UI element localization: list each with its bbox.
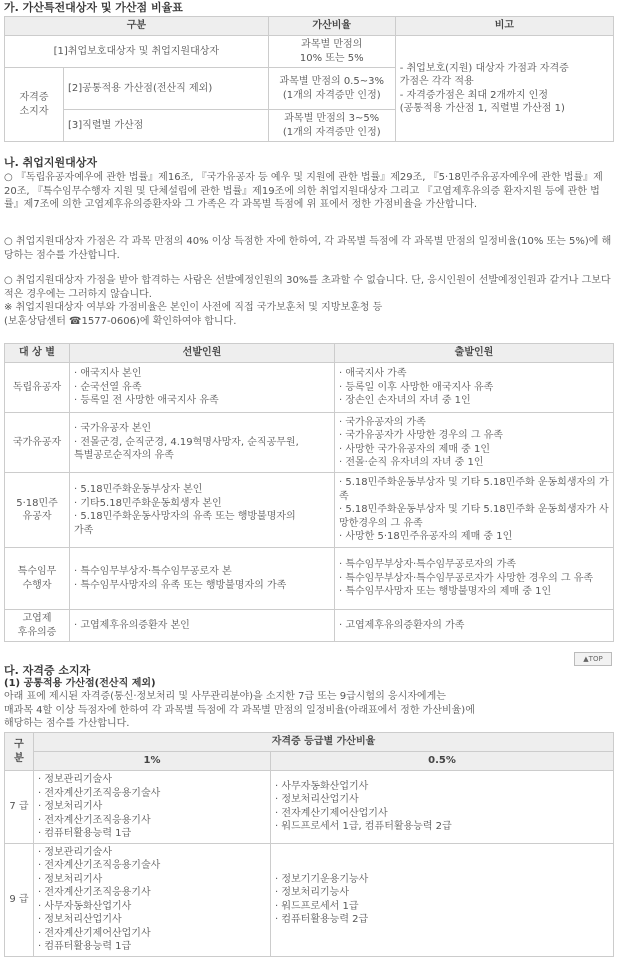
na-paragraph-1: ○ 『독립유공자예우에 관한 법률』제16조, 『국가유공자 등 예우 및 지원에 관한 법률』제29조, 『5·18민주유공자예우에 관한 법률』제20조, 『특수임무수행자 지원 및 단체설립에 관한 법률』제19조에 의한 취업지원대상자 그리고 『고엽제후유의증 환자지원 등에 관한 법률』제7조에 의한 고엽제후유의증환자와 그 가족은 각 과목별 득점에 위 표에서 정한 가점비율을 가산합니다. <box>4 172 603 210</box>
table-row <box>5 771 614 844</box>
na-paragraph-3: ○ 취업지원대상자 가점을 받아 합격하는 사람은 선발예정인원의 30%를 초과할 수 없습니다. 단, 응시인원이 선발예정인원과 같거나 그보다 적은 경우에는 그러하지 않습니다. ※ 취업지원대상자 여부와 가점비율은 본인이 사전에 직접 국가보훈처 및 지방보훈청 등 (보훈상담센터 ☎1577-0606)에 확인하여야 합니다. <box>4 275 611 327</box>
list-item: · 애국지사 가족 <box>339 368 407 380</box>
list-item: · 컴퓨터활용능력 1급 <box>38 828 132 839</box>
list-item: · 국가유공자가 사망한 경우의 그 유족 <box>339 430 503 441</box>
list-item: · 고엽제후유의증환자의 가족 <box>339 619 465 631</box>
list-item: · 워드프로세서 1급, 컴퓨터활용능력 2급 <box>275 821 452 833</box>
col-header-rate: 가산비율 <box>268 17 395 36</box>
list-item: · 사망한 국가유공자의 제매 중 1인 <box>339 443 491 455</box>
list-item: · 특수임무부상자·특수임무공로자의 가족 <box>339 559 516 571</box>
list-item: · 전자계산기조직응용기술사 <box>38 860 161 871</box>
list-item: · 순국선열 유족 <box>74 381 142 393</box>
section-da-subtitle: (1) 공통적용 가산점(전산직 제외) <box>4 678 156 689</box>
list-item: · 전자계산기조직응용기사 <box>38 887 151 898</box>
table-row <box>5 413 614 473</box>
list-item: · 기타5.18민주화운동희생자 본인 <box>74 497 222 509</box>
list-item: · 5.18민주화운동사망자의 유족 또는 행방불명자의 <box>74 511 296 522</box>
list-item: · 전자계산기제어산업기사 <box>38 927 151 939</box>
list-item: · 등록일 이후 사망한 애국지사 유족 <box>339 381 494 393</box>
row-grade: 9 급 <box>5 843 34 956</box>
list-item: · 사무자동화산업기사 <box>38 900 132 912</box>
col-header-note: 비고 <box>395 17 613 36</box>
col-header-category: 구분 <box>5 17 269 36</box>
row-category: 고엽제 후유의증 <box>5 610 70 642</box>
list-item: · 정보관리기술사 <box>38 774 112 785</box>
list-item: · 특수임무부상자·특수임무공로자 본 <box>74 566 232 577</box>
list-item: · 사망한 5·18민주유공자의 제매 중 1인 <box>339 531 513 543</box>
list-item: · 5.18민주화운동부상자 및 기타 5.18민주화 운동희생자의 가족 <box>339 477 609 502</box>
list-item: · 국가유공자 본인 <box>74 423 152 435</box>
section-na-title: 나. 취업지원대상자 <box>4 156 98 169</box>
list-item: · 5.18민주화운동부상자 본인 <box>74 484 203 495</box>
da-paragraph-1: 아래 표에 제시된 자격증(통신·정보처리 및 사무관리분야)을 소지한 7급 또는 9급시험의 응시자에게는 매과목 4할 이상 득점자에 한하여 각 과목별 득점에 각 과목별 만점의 일정비율(아래표에서 정한 가산비율)에 해당하는 점수를 가산합니다. <box>4 691 475 729</box>
table-row <box>5 473 614 548</box>
row-category: 독립유공자 <box>5 363 70 413</box>
col-header-group: 자격증 등급별 가산비율 <box>34 733 614 752</box>
table-row <box>5 363 614 413</box>
section-ga-title: 가. 가산특전대상자 및 가산점 비율표 <box>4 1 183 14</box>
list-item: · 등록일 전 사망한 애국지사 유족 <box>74 395 219 407</box>
col-header-grade: 구 분 <box>5 733 34 771</box>
eligibility-table <box>4 343 614 642</box>
certificate-table <box>4 732 614 957</box>
col-header-origin: 출발인원 <box>335 344 614 363</box>
list-item: · 전자계산기제어산업기사 <box>275 807 388 819</box>
list-item: · 정보기기운용기능사 <box>275 873 369 885</box>
bonus-rate-table <box>4 16 614 142</box>
list-item: · 워드프로세서 1급 <box>275 900 359 912</box>
row2-rate: 과목별 만점의 0.5~3% (1개의 자격증만 인정) <box>268 68 395 110</box>
group-label: 자격증 소지자 <box>5 68 64 142</box>
list-item: 특별공로순직자의 유족 <box>74 450 174 462</box>
top-button[interactable]: ▲TOP <box>574 652 612 666</box>
table-row <box>5 548 614 610</box>
row-grade: 7 급 <box>5 771 34 844</box>
row2-label: [2]공통적용 가산점(전산직 제외) <box>64 68 269 110</box>
col-header-1pct: 1% <box>34 752 271 771</box>
table-row <box>5 610 614 642</box>
list-item: · 정보처리기능사 <box>275 887 349 898</box>
list-item: · 사무자동화산업기사 <box>275 780 369 792</box>
note-cell: - 취업보호(지원) 대상자 가점과 자격증 가점은 각각 적용 - 자격증가점은 최대 2개까지 인정 (공통적용 가산점 1, 직렬별 가산점 1) <box>395 36 613 142</box>
list-item: · 애국지사 본인 <box>74 368 142 380</box>
list-item: · 컴퓨터활용능력 1급 <box>38 941 132 952</box>
row-category: 국가유공자 <box>5 413 70 473</box>
list-item: · 전몰군경, 순직군경, 4.19혁명사망자, 순직공무원, <box>74 436 299 448</box>
list-item: · 특수임무사망자의 유족 또는 행방불명자의 가족 <box>74 579 287 591</box>
list-item: · 전자계산기조직응용기사 <box>38 814 151 826</box>
col-header-selected: 선발인원 <box>70 344 335 363</box>
list-item: · 5.18민주화운동부상자 및 기타 5.18민주화 운동희생자가 사망한경우의 그 유족 <box>339 504 609 529</box>
col-header-target: 대 상 별 <box>5 344 70 363</box>
list-item: 가족 <box>74 524 94 536</box>
list-item: · 고엽제후유의증환자 본인 <box>74 619 190 631</box>
list-item: · 정보처리기사 <box>38 873 103 885</box>
list-item: · 특수임무부상자·특수임무공로자가 사망한 경우의 그 유족 <box>339 572 594 584</box>
row3-rate: 과목별 만점의 3~5% (1개의 자격증만 인정) <box>268 110 395 142</box>
list-item: · 컴퓨터활용능력 2급 <box>275 914 369 925</box>
list-item: · 국가유공자의 가족 <box>339 416 426 428</box>
list-item: · 정보처리기사 <box>38 801 103 812</box>
section-da-title: 다. 자격증 소지자 <box>4 664 91 677</box>
table-row <box>5 843 614 956</box>
list-item: · 정보처리산업기사 <box>275 794 359 806</box>
na-paragraph-2: ○ 취업지원대상자 가점은 각 과목 만점의 40% 이상 득점한 자에 한하여, 각 과목별 득점에 각 과목별 만점의 일정비율(10% 또는 5%)에 해당하는 점수를 가산합니다. <box>4 236 612 261</box>
list-item: · 전자계산기조직응용기술사 <box>38 787 161 799</box>
row-category: 5·18민주 유공자 <box>5 473 70 548</box>
row1-rate: 과목별 만점의 10% 또는 5% <box>268 36 395 68</box>
col-header-05pct: 0.5% <box>271 752 614 771</box>
list-item: · 전몰·순직 유자녀의 자녀 중 1인 <box>339 457 484 468</box>
list-item: · 정보처리산업기사 <box>38 914 122 925</box>
row3-label: [3]직렬별 가산점 <box>64 110 269 142</box>
list-item: · 장손인 손자녀의 자녀 중 1인 <box>339 395 471 407</box>
list-item: · 정보관리기술사 <box>38 846 112 858</box>
list-item: · 특수임무사망자 또는 행방불명자의 제매 중 1인 <box>339 586 552 598</box>
row1-label: [1]취업보호대상자 및 취업지원대상자 <box>5 36 269 68</box>
row-category: 특수임무 수행자 <box>5 548 70 610</box>
